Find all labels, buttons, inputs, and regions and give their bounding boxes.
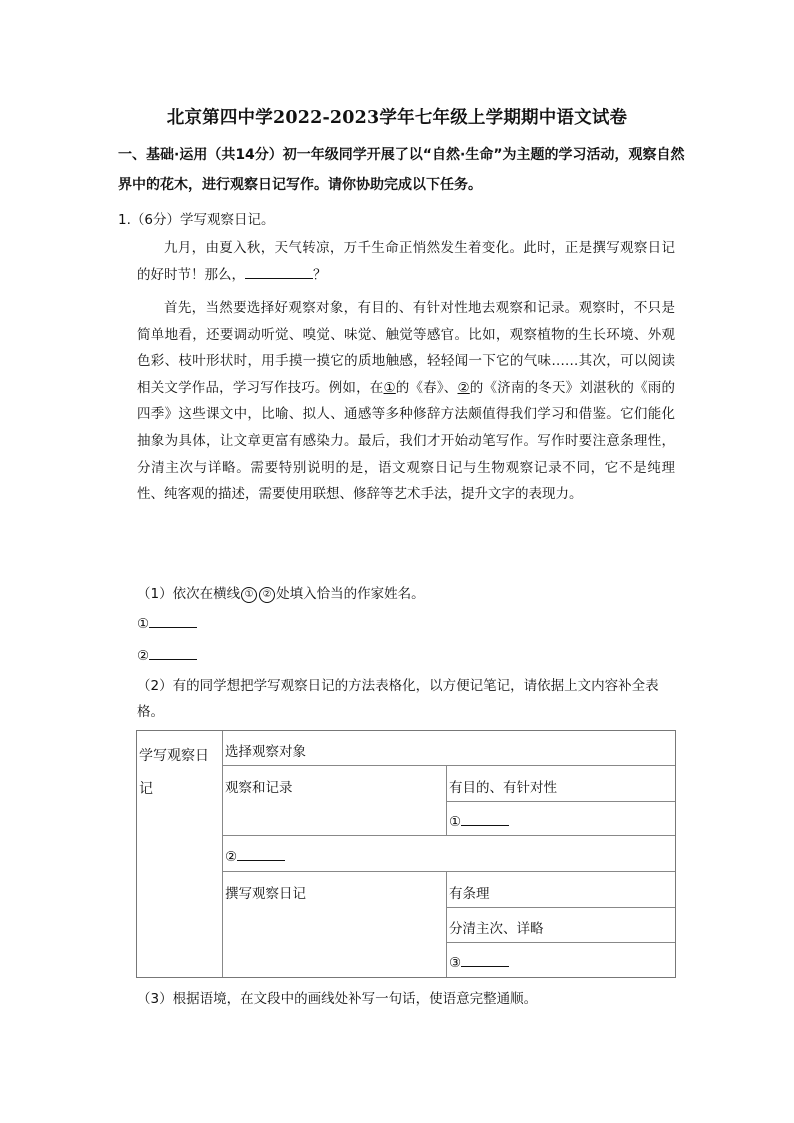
table-divider xyxy=(446,871,447,977)
table-cell: 有目的、有针对性 xyxy=(449,780,557,796)
table-header-cell: 学写观察日记 xyxy=(139,748,209,797)
answer-line xyxy=(149,613,197,628)
sub-question-1 xyxy=(137,582,425,603)
passage-paragraph-1 xyxy=(137,235,675,288)
table-divider xyxy=(222,765,675,766)
answer-line xyxy=(149,645,197,660)
table-cell: 选择观察对象 xyxy=(225,744,306,760)
table-divider xyxy=(222,871,675,872)
passage-text: 九月，由夏入秋，天气转凉，万千生命正悄然发生着变化。此时，正是撰写观察日记的好时节！那么， xyxy=(137,240,675,283)
sub-question-text: 处填入恰当的作家姓名。 xyxy=(276,586,425,602)
table-cell: 撰写观察日记 xyxy=(225,886,306,902)
question-1-label: 1.（6分）学写观察日记。 xyxy=(118,212,275,228)
sub-question-2: （2）有的同学想把学写观察日记的方法表格化，以方便记笔记，请依据上文内容补全表格。 xyxy=(137,678,659,720)
table-divider xyxy=(446,765,447,835)
table-divider xyxy=(222,835,675,836)
table-cell-blank-1 xyxy=(449,811,509,830)
sub-question-3: （3）根据语境，在文段中的画线处补写一句话，使语意完整通顺。 xyxy=(137,991,538,1007)
table-cell: 有条理 xyxy=(449,886,490,902)
answer-line xyxy=(461,952,509,967)
circled-number-2: ② xyxy=(259,587,275,603)
answer-blank-2 xyxy=(137,645,197,664)
table-divider xyxy=(222,731,223,977)
answer-line xyxy=(237,846,285,861)
blank-label: ② xyxy=(137,648,150,664)
table-cell-blank-2 xyxy=(225,846,285,865)
table-cell: 观察和记录 xyxy=(225,780,293,796)
circled-number-1: ① xyxy=(241,587,257,603)
passage-text: 的《济南的冬天》刘湛秋的《雨的四季》这些课文中，比喻、拟人、通感等多种修辞方法颇值得我们学习和借鉴。它们能化抽象为具体，让文章更富有感染力。最后，我们才开始动笔写作。写作时要注意条理性，分清主次与详略。需要特别说明的是，语文观察日记与生物观察记录不同，它不是纯理性、纯客观的描述，需要使用联想、修辞等艺术手法，提升文字的表现力。 xyxy=(137,379,676,503)
table-divider xyxy=(446,942,675,943)
answer-line xyxy=(461,811,509,826)
blank-label: ② xyxy=(225,849,238,865)
fill-blank-line xyxy=(245,264,313,279)
passage-text: ？ xyxy=(313,266,327,283)
blank-marker-2: ② xyxy=(457,379,470,396)
page-title: 北京第四中学2022-2023学年七年级上学期期中语文试卷 xyxy=(166,108,628,128)
table-cell-blank-3 xyxy=(449,952,509,971)
table-divider xyxy=(446,801,675,802)
method-table xyxy=(136,730,676,978)
section-heading: 一、基础·运用（共14分）初一年级同学开展了以“自然·生命”为主题的学习活动，观察自然界中的花木，进行观察日记写作。请你协助完成以下任务。 xyxy=(118,147,685,193)
table-divider xyxy=(446,907,675,908)
blank-label: ① xyxy=(449,814,462,830)
table-cell: 分清主次、详略 xyxy=(449,921,544,937)
blank-label: ① xyxy=(137,616,150,632)
blank-label: ③ xyxy=(449,955,462,971)
passage-text: 首先，当然要选择好观察对象，有目的、有针对性地去观察和记录。观察时，不只是简单地看，还要调动听觉、嗅觉、味觉、触觉等感官。比如，观察植物的生长环境、外观色彩、枝叶形状时，用手摸一摸它的质地触感，轻轻闻一下它的气味……其次，可以阅读相关文学作品，学习写作技巧。例如，在 xyxy=(137,300,675,396)
sub-question-text: （1）依次在横线 xyxy=(137,586,241,602)
passage-paragraph-2 xyxy=(137,295,675,508)
answer-blank-1 xyxy=(137,613,197,632)
blank-marker-1: ① xyxy=(383,379,396,396)
passage-text: 的《春》、 xyxy=(395,379,458,396)
